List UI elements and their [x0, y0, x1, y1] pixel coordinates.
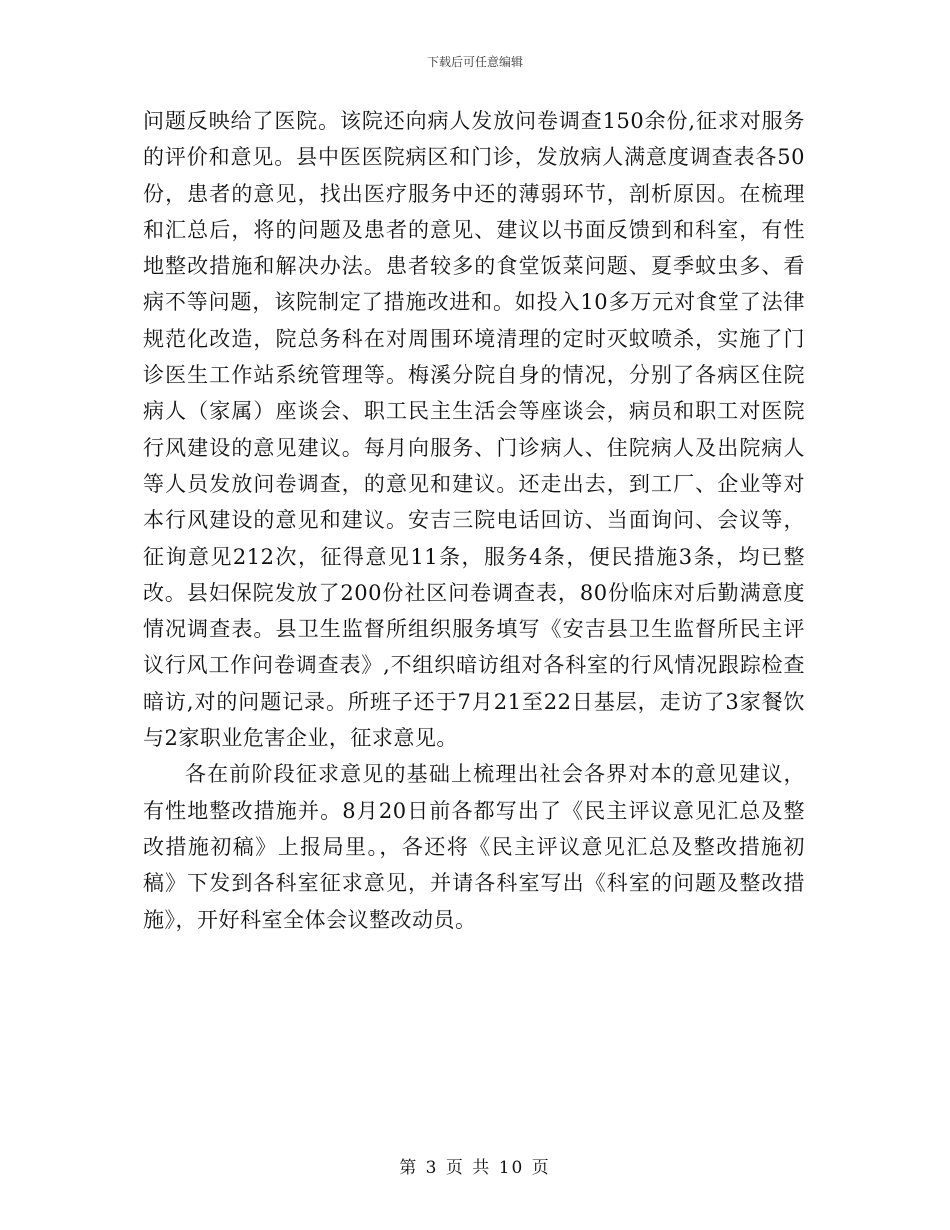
paragraph-2: 各在前阶段征求意见的基础上梳理出社会各界对本的意见建议，有性地整改措施并。8月20日前各都写出了《民主评议意见汇总及整改措施初稿》上报局里。，各还将《民主评议意见汇总及整改措施初稿》下发到各科室征求意见，并请各科室写出《科室的问题及整改措施》，开好科室全体会议整改动员。	[143, 762, 805, 932]
page-footer: 第 3 页 共 10 页	[399, 1158, 551, 1178]
document-body	[143, 103, 805, 938]
page-header: 下载后可任意编辑	[426, 55, 523, 69]
paragraph-1: 问题反映给了医院。该院还向病人发放问卷调查150余份,征求对服务的评价和意见。县中医医院病区和门诊，发放病人满意度调查表各50份，患者的意见，找出医疗服务中还的薄弱环节，剖析原因。在梳理和汇总后，将的问题及患者的意见、建议以书面反馈到和科室，有性地整改措施和解决办法。患者较多的食堂饭菜问题、夏季蚊虫多、看病不等问题，该院制定了措施改进和。如投入10多万元对食堂了法律规范化改造，院总务科在对周围环境清理的定时灭蚊喷杀，实施了门诊医生工作站系统管理等。梅溪分院自身的情况，分别了各病区住院病人（家属）座谈会、职工民主生活会等座谈会，病员和职工对医院行风建设的意见建议。每月向服务、门诊病人、住院病人及出院病人等人员发放问卷调查，的意见和建议。还走出去，到工厂、企业等对本行风建设的意见和建议。安吉三院电话回访、当面询问、会议等，征询意见212次，征得意见11条，服务4条，便民措施3条，均已整改。县妇保院发放了200份社区问卷调查表，80份临床对后勤满意度情况调查表。县卫生监督所组织服务填写《安吉县卫生监督所民主评议行风工作问卷调查表》,不组织暗访组对各科室的行风情况跟踪检查暗访,对的问题记录。所班子还于7月21至22日基层，走访了3家餐饮与2家职业危害企业，征求意见。	[143, 109, 805, 751]
